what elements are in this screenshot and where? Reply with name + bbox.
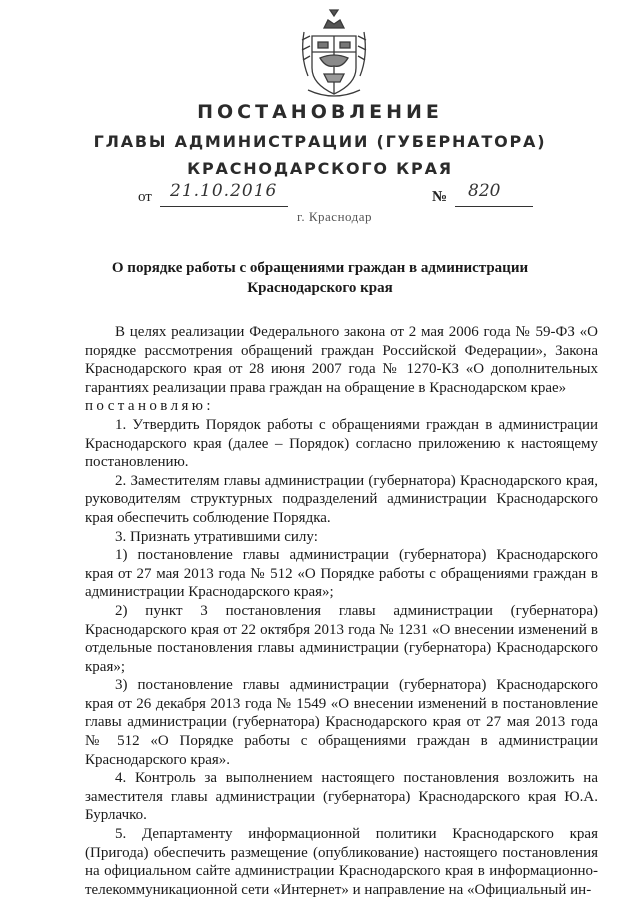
number-value: 820	[468, 181, 501, 201]
issuer-line: ГЛАВЫ АДМИНИСТРАЦИИ (ГУБЕРНАТОРА)	[93, 132, 547, 151]
date-value: 21.10.2016	[170, 181, 278, 201]
krasnodar-coat-of-arms-icon	[298, 6, 370, 102]
preamble-paragraph: В целях реализации Федерального закона от 2 мая 2006 года № 59-ФЗ «О порядке рассмотрения обращений граждан Российской Федерации», Закона Краснодарского края от 28 июня 2007 года № 1270-КЗ «О дополнительных гарантиях реализации права граждан на обращение в Краснодарском крае»	[85, 324, 598, 396]
clause-1: 1. Утвердить Порядок работы с обращениями граждан в администрации Краснодарского края (далее – Порядок) согласно приложению к настоящему постановлению.	[85, 416, 598, 471]
document-subject	[60, 258, 580, 298]
clause-2: 2. Заместителям главы администрации (губернатора) Краснодарского края, руководителям структурных подразделений администрации Краснодарского края обеспечить соблюдение Порядка.	[85, 472, 598, 526]
clause-3-2: 2) пункт 3 постановления главы администрации (губернатора) Краснодарского края от 22 октября 2013 года № 1231 «О внесении изменений в отдельные постановления главы администрации (губернатора) Краснодарского края»;	[85, 602, 598, 675]
number-label: №	[432, 189, 448, 205]
document-body	[85, 323, 598, 899]
resolution-word: постановляю:	[85, 398, 214, 415]
clause-3-1: 1) постановление главы администрации (губернатора) Краснодарского края от 27 мая 2013 года № 512 «О Порядке работы с обращениями граждан в администрации Краснодарского края»;	[85, 547, 598, 601]
document-type-title: ПОСТАНОВЛЕНИЕ	[197, 101, 443, 123]
clause-4: 4. Контроль за выполнением настоящего постановления возложить на заместителя главы администрации (губернатора) Краснодарского края Ю.А. Бурлачко.	[85, 770, 598, 824]
date-underline	[160, 206, 288, 207]
clause-5: 5. Департаменту информационной политики Краснодарского края (Пригода) обеспечить размещение (опубликование) настоящего постановления на официальном сайте администрации Краснодарского края в информационно-телекоммуникационной сети «Интернет» и направление на «Официальный ин-	[85, 826, 598, 898]
clause-3: 3. Признать утратившими силу:	[115, 528, 318, 545]
region-line: КРАСНОДАРСКОГО КРАЯ	[187, 159, 453, 178]
clause-3-3: 3) постановление главы администрации (губернатора) Краснодарского края от 26 декабря 2013 года № 1549 «О внесении изменений в постановление главы администрации (губернатора) Краснодарского края от 27 мая 2013 года № 512 «О Порядке работы с обращениями граждан в администрации Краснодарского края».	[85, 677, 598, 768]
city-label: г. Краснодар	[297, 209, 373, 224]
subject-line-2: Краснодарского края	[247, 280, 393, 296]
number-underline	[455, 206, 533, 207]
date-label: от	[138, 189, 152, 205]
subject-line-1: О порядке работы с обращениями граждан в администрации	[111, 260, 529, 276]
